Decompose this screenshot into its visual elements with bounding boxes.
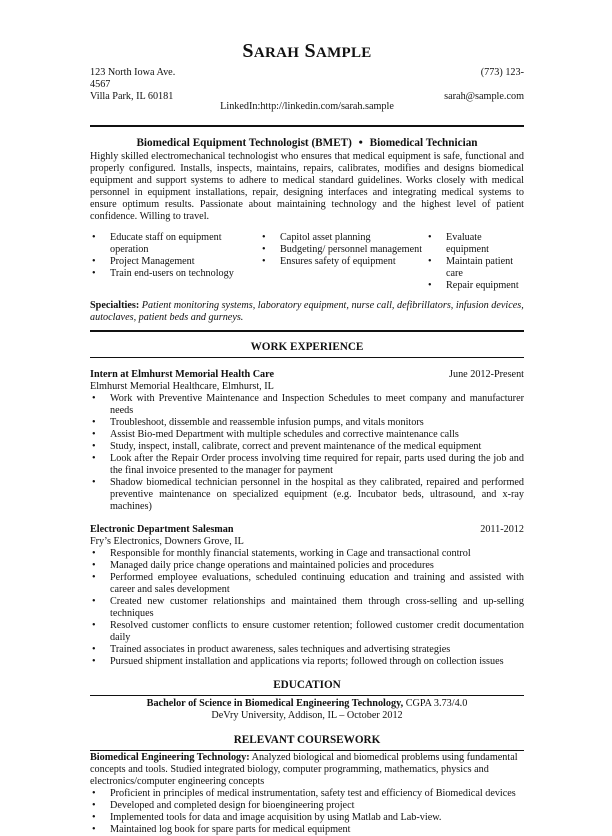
degree-line bbox=[90, 698, 524, 710]
list-item: • Created new customer relationships and maintained them through cross-selling and up-selling techniques bbox=[90, 596, 524, 620]
divider bbox=[90, 750, 524, 751]
work-experience-heading: WORK EXPERIENCE bbox=[250, 341, 364, 353]
job-dates: 2011-2012 bbox=[480, 524, 524, 535]
address-line: Villa Park, IL 60181 bbox=[90, 91, 174, 102]
skill-item: • Educate staff on equipment operation bbox=[90, 232, 260, 256]
skill-item: • Maintain patient care bbox=[426, 256, 524, 280]
skill-item: • Capitol asset planning bbox=[260, 232, 426, 244]
skill-item: • Train end-users on technology bbox=[90, 268, 260, 280]
address-line: 4567 bbox=[90, 79, 111, 90]
list-item: • Performed employee evaluations, scheduled continuing education and training and assisted with career and sales development bbox=[90, 572, 524, 596]
list-item: • Study, inspect, install, calibrate, correct and prevent maintenance of the medical equipment bbox=[90, 441, 524, 453]
contact-block bbox=[90, 67, 524, 115]
specialties-label: Specialties: bbox=[90, 300, 140, 311]
skill-item: • Repair equipment bbox=[426, 280, 524, 292]
phone-email bbox=[444, 67, 524, 103]
divider bbox=[90, 357, 524, 358]
summary-paragraph: Highly skilled electromechanical technologist who ensures that medical equipment is safe, functional and properly configured. Installs, inspects, maintains, repairs, calibrates, modifies and designs biomedical equipment and support systems to adhere to medical standard guidelines. Works closely with medical personnel in equipment installations, repair, designing interfaces and integrating medical systems to ensure optimum results. Passionate about maintaining technology and the highest level of patient confidence. Willing to travel. bbox=[90, 151, 524, 222]
name-last-initial: S bbox=[304, 40, 316, 62]
title-1: Biomedical Equipment Technologist (BMET) bbox=[136, 137, 352, 149]
education-entry bbox=[90, 698, 524, 722]
job-company: Elmhurst Memorial Healthcare, Elmhurst, IL bbox=[90, 381, 274, 392]
professional-title bbox=[90, 136, 524, 149]
name-first-rest: ARAH bbox=[253, 45, 300, 61]
address bbox=[90, 67, 175, 103]
specialties-text: Patient monitoring systems, laboratory equipment, nurse call, defibrillators, infusion devices, autoclaves, patient beds and gurneys. bbox=[90, 300, 524, 323]
skills-column bbox=[90, 232, 260, 292]
phone: (773) 123- bbox=[480, 67, 524, 78]
list-item: • Troubleshoot, dissemble and reassemble infusion pumps, and vitals monitors bbox=[90, 417, 524, 429]
job-entry bbox=[90, 524, 524, 668]
skills-column bbox=[426, 232, 524, 292]
skill-item: • Evaluate equipment bbox=[426, 232, 524, 256]
specialties bbox=[90, 300, 524, 324]
job-title: Electronic Department Salesman bbox=[90, 524, 234, 535]
list-item: • Assist Bio-med Department with multiple schedules and corrective maintenance calls bbox=[90, 429, 524, 441]
list-item: • Look after the Repair Order process involving time required for repair, parts used during the job and the final invoice presented to the manager for payment bbox=[90, 453, 524, 477]
job-title: Intern at Elmhurst Memorial Health Care bbox=[90, 369, 275, 380]
linkedin-link[interactable]: LinkedIn:http://linkedin.com/sarah.sample bbox=[220, 101, 394, 112]
skill-item: • Ensures safety of equipment bbox=[260, 256, 426, 268]
list-item: • Shadow biomedical technician personnel in the hospital as they calibrated, repaired and performed preventive maintenance on specialized equipment (e.g. Incubator beds, ultrasound, and x-ray machines) bbox=[90, 477, 524, 513]
list-item: • Proficient in principles of medical instrumentation, safety test and efficiency of Biomedical devices bbox=[90, 788, 524, 800]
job-bullets bbox=[90, 393, 524, 513]
title-separator: • bbox=[358, 135, 363, 149]
skill-item: • Budgeting/ personnel management bbox=[260, 244, 426, 256]
list-item: • Responsible for monthly financial statements, working in Cage and transactional control bbox=[90, 548, 524, 560]
job-entry bbox=[90, 369, 524, 513]
list-item: • Managed daily price change operations and maintained policies and procedures bbox=[90, 560, 524, 572]
degree: Bachelor of Science in Biomedical Engineering Technology, bbox=[146, 698, 404, 709]
school: DeVry University, Addison, IL – October 2012 bbox=[211, 710, 403, 721]
education-heading: EDUCATION bbox=[273, 679, 341, 691]
coursework-text: Analyzed biological and biomedical problems using fundamental concepts and tools. Studied integrated biology, computer programming, mathematics, physics and electronics/computer engineering concepts bbox=[90, 752, 518, 787]
coursework-heading: RELEVANT COURSEWORK bbox=[233, 734, 381, 746]
job-header bbox=[90, 369, 524, 381]
email[interactable]: sarah@sample.com bbox=[444, 91, 524, 102]
divider bbox=[90, 125, 524, 127]
divider bbox=[90, 695, 524, 696]
list-item: • Trained associates in product awareness, sales techniques and advertising strategies bbox=[90, 644, 524, 656]
list-item: • Pursued shipment installation and applications via reports; followed through on collection issues bbox=[90, 656, 524, 668]
address-line: 123 North Iowa Ave. bbox=[90, 67, 176, 78]
job-bullets bbox=[90, 548, 524, 668]
coursework-bullets bbox=[90, 788, 524, 836]
list-item: • Implemented tools for data and image acquisition by using Matlab and Lab-view. bbox=[90, 812, 524, 824]
job-header bbox=[90, 524, 524, 536]
list-item: • Developed and completed design for bioengineering project bbox=[90, 800, 524, 812]
skill-item: • Project Management bbox=[90, 256, 260, 268]
candidate-name bbox=[90, 0, 524, 64]
divider bbox=[90, 330, 524, 332]
name-first-initial: S bbox=[242, 40, 254, 62]
skills-column bbox=[260, 232, 426, 292]
name-last-rest: AMPLE bbox=[315, 45, 372, 61]
skills-grid bbox=[90, 232, 524, 292]
list-item: • Resolved customer conflicts to ensure customer retention; followed customer credit documentation daily bbox=[90, 620, 524, 644]
coursework-label: Biomedical Engineering Technology: bbox=[90, 752, 250, 763]
job-dates: June 2012-Present bbox=[449, 369, 524, 380]
gpa: CGPA 3.73/4.0 bbox=[403, 698, 468, 709]
coursework-intro bbox=[90, 752, 524, 788]
title-2: Biomedical Technician bbox=[369, 137, 478, 149]
list-item: • Work with Preventive Maintenance and Inspection Schedules to meet company and manufacturer needs bbox=[90, 393, 524, 417]
list-item: • Maintained log book for spare parts for medical equipment bbox=[90, 824, 524, 836]
job-company: Fry’s Electronics, Downers Grove, IL bbox=[90, 536, 244, 547]
